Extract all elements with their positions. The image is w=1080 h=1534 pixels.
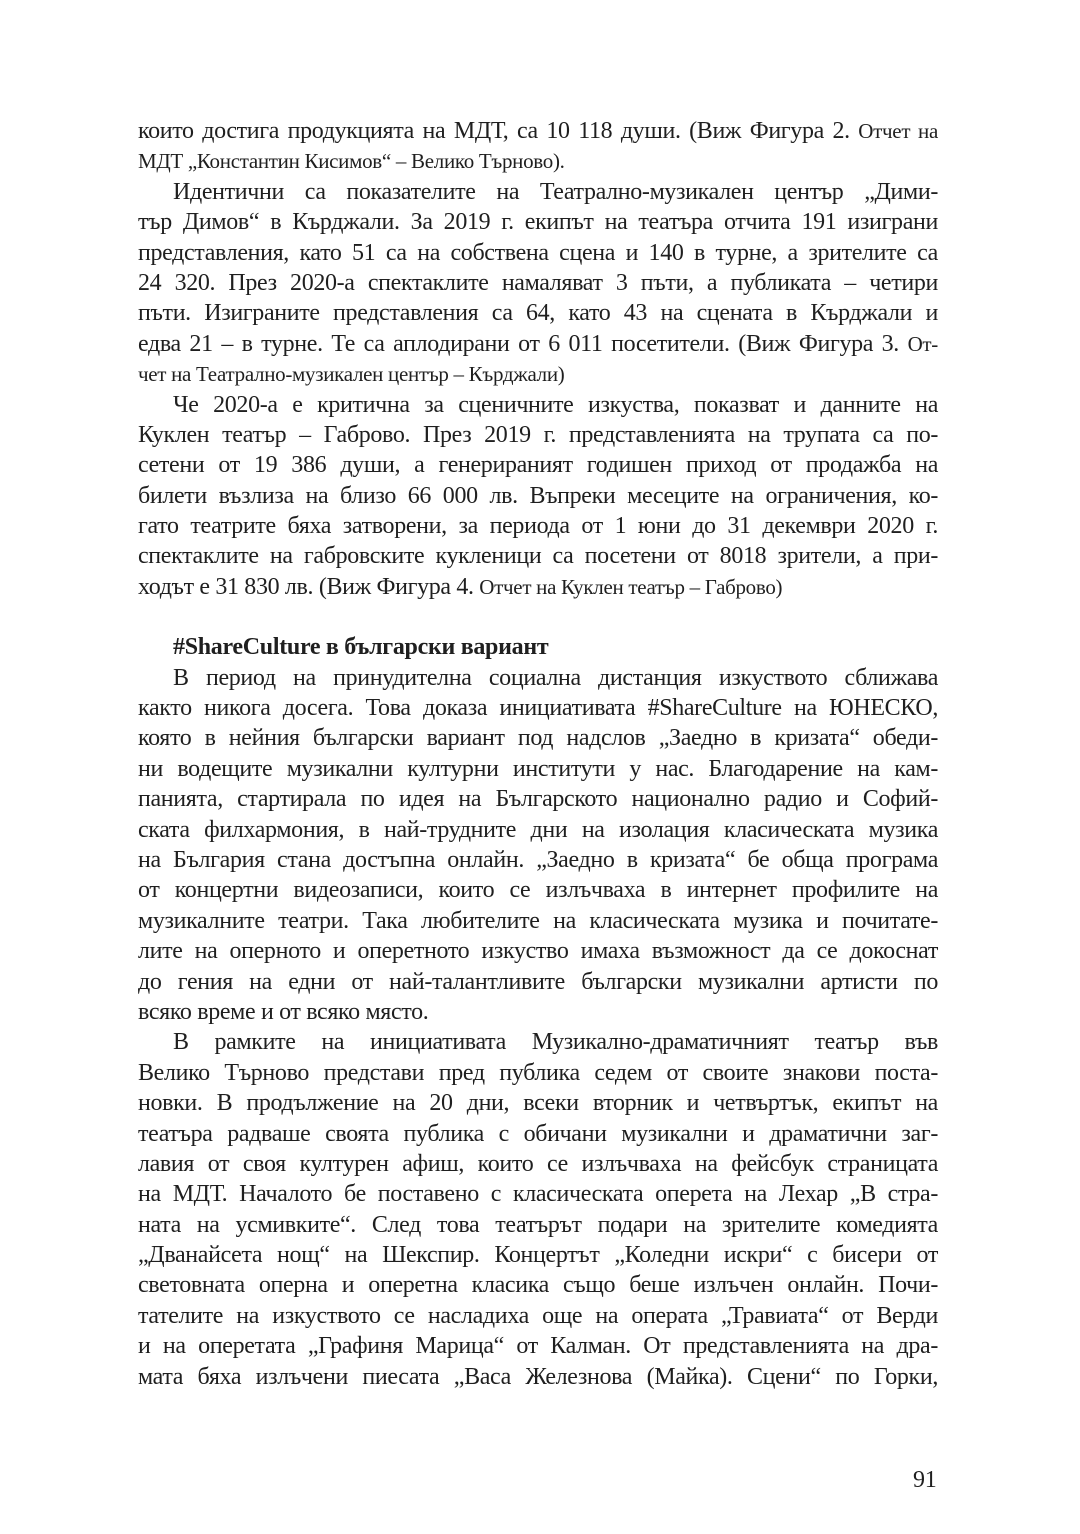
line-text: билети възлиза на близо 66 000 лв. Въпреки месеците на ограничения, ко-: [138, 482, 938, 509]
page-number: 91: [913, 1467, 937, 1493]
line-text: новки. В продължение на 20 дни, всеки вторник и четвъртък, екипът на: [138, 1090, 938, 1117]
text-line: [138, 784, 938, 814]
paragraph: [138, 116, 938, 177]
section-paragraphs: [138, 663, 938, 1392]
line-text: до гения на едни от най-талантливите български музикални артисти по: [138, 968, 938, 995]
text-line: [138, 967, 938, 997]
line-text: „Дванайсета нощ“ на Шекспир. Концертът „Коледни искри“ с бисери от: [138, 1242, 938, 1269]
figure-reference: Отчет на: [858, 119, 938, 143]
line-text: лавия от своя културен афиш, които се излъчваха на фейсбук страницата: [138, 1150, 938, 1177]
text-line: [138, 238, 938, 268]
line-text: Идентични са показателите на Театрално-музикален център „Дими-: [173, 178, 938, 205]
line-text: лите на оперното и оперетното изкуство имаха възможност да се докоснат: [138, 938, 938, 965]
line-text: 24 320. През 2020-а спектаклите намаляват 3 пъти, а публиката – четири: [138, 269, 938, 296]
paragraph: [138, 1027, 938, 1392]
text-line: [138, 572, 938, 602]
figure-reference: От-: [907, 331, 938, 356]
text-line: [138, 1149, 938, 1179]
text-line: [138, 906, 938, 936]
text-line: [138, 1027, 938, 1057]
text-line: [138, 298, 938, 328]
line-text: тателите на изкуството се насладиха още на операта „Травиата“ от Верди: [138, 1302, 938, 1329]
line-text: ната на усмивките“. След това театърът подари на зрителите комедията: [138, 1211, 938, 1238]
text-line: [138, 1240, 938, 1270]
line-text: театъра радваше своята публика с обичани музикални и драматични заг-: [138, 1120, 938, 1147]
text-line: [138, 1179, 938, 1209]
line-text: ходът е 31 830 лв. (Виж Фигура 4.: [138, 573, 480, 600]
text-line: [138, 723, 938, 753]
text-line: [138, 1301, 938, 1331]
figure-reference: МДТ „Константин Кисимов“ – Велико Търново).: [138, 149, 565, 174]
section-gap: [138, 602, 938, 632]
figure-reference: Отчет на Куклен театър – Габрово): [479, 574, 783, 599]
line-text: мата бяха излъчени пиесата „Васа Железнова (Майка). Сцени“ по Горки,: [138, 1363, 938, 1390]
text-line: [138, 875, 938, 905]
text-line: [138, 693, 938, 723]
section-heading: #ShareCulture в български вариант: [173, 634, 549, 661]
text-line: [138, 1270, 938, 1300]
text-line: [138, 541, 938, 571]
text-line: [138, 1362, 938, 1392]
paragraph: [138, 177, 938, 390]
line-text: Велико Търново представи пред публика седем от своите знакови поста-: [138, 1059, 938, 1086]
text-line: [138, 390, 938, 420]
text-line: [138, 329, 938, 359]
line-text: всяко време и от всяко място.: [138, 998, 429, 1025]
line-text: ни водещите музикални културни институти у нас. Благодарение на кам-: [138, 755, 938, 782]
text-line: [138, 845, 938, 875]
line-text: Куклен театър – Габрово. През 2019 г. представленията на трупата са по-: [138, 421, 938, 448]
line-text: представления, като 51 са на собствена сцена и 140 в турне, а зрителите са: [138, 239, 938, 266]
line-text: В рамките на инициативата Музикално-драматичният театър във: [173, 1029, 938, 1056]
line-text: панията, стартирала по идея на Българското национално радио и Софий-: [138, 786, 938, 813]
text-line: [138, 663, 938, 693]
text-line: [138, 177, 938, 207]
line-text: пъти. Изиграните представления са 64, като 43 на сцената в Кърджали и: [138, 300, 938, 327]
text-line: [138, 481, 938, 511]
line-text: както никога досега. Това доказа инициативата #ShareCulture на ЮНЕСКО,: [138, 695, 938, 722]
line-text: на МДТ. Началото бе поставено с класическата оперета на Лехар „В стра-: [138, 1181, 938, 1208]
text-line: [138, 359, 938, 389]
text-line: [138, 1058, 938, 1088]
line-text: и на оперетата „Графиня Марица“ от Калман. От представленията на дра-: [138, 1333, 938, 1360]
line-text: едва 21 – в турне. Те са аплодирани от 6 011 посетители. (Виж Фигура 3.: [138, 330, 908, 357]
line-text: сетени от 19 386 души, а генерираният годишен приход от продажба на: [138, 452, 938, 479]
line-text: музикалните театри. Така любителите на класическата музика и почитате-: [138, 907, 938, 934]
text-line: [138, 207, 938, 237]
text-line: [138, 420, 938, 450]
line-text: които достига продукцията на МДТ, са 10 118 души. (Виж Фигура 2.: [138, 118, 859, 144]
text-line: [138, 450, 938, 480]
text-line: [138, 1088, 938, 1118]
text-line: [138, 1331, 938, 1361]
line-text: тър Димов“ в Кърджали. За 2019 г. екипът на театъра отчита 191 изиграни: [138, 209, 938, 236]
text-line: [138, 997, 938, 1027]
text-line: [138, 1119, 938, 1149]
paragraph: [138, 663, 938, 1028]
figure-reference: чет на Театрално-музикален център – Кърджали): [138, 362, 565, 387]
text-line: [138, 1210, 938, 1240]
line-text: В период на принудителна социална дистанция изкуството сближава: [173, 664, 938, 691]
text-line: [138, 511, 938, 541]
text-line: [138, 116, 938, 146]
text-line: [138, 146, 938, 176]
line-text: световната оперна и оперетна класика също беше излъчен онлайн. Почи-: [138, 1272, 938, 1299]
line-text: ската филхармония, в най-трудните дни на изолация класическата музика: [138, 816, 938, 843]
text-line: [138, 936, 938, 966]
text-line: [138, 815, 938, 845]
line-text: която в нейния български вариант под надслов „Заедно в кризата“ обеди-: [138, 725, 938, 752]
line-text: гато театрите бяха затворени, за периода от 1 юни до 31 декември 2020 г.: [138, 513, 938, 540]
text-line: [138, 754, 938, 784]
line-text: на България стана достъпна онлайн. „Заедно в кризата“ бе обща програма: [138, 846, 938, 873]
intro-paragraphs: [138, 116, 938, 602]
line-text: от концертни видеозаписи, които се излъчваха в интернет профилите на: [138, 877, 938, 904]
line-text: Че 2020-а е критична за сценичните изкуства, показват и данните на: [173, 391, 938, 418]
text-line: [138, 268, 938, 298]
line-text: спектаклите на габровските кукленици са посетени от 8018 зрители, а при-: [138, 543, 938, 570]
paragraph: [138, 390, 938, 603]
page-body: [138, 116, 938, 1392]
